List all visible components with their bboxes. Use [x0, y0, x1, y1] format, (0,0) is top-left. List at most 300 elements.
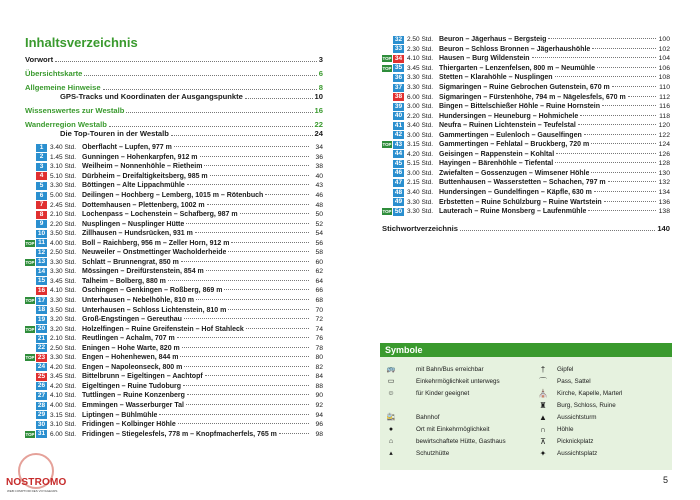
tour-title: Boll – Raichberg, 956 m – Zeller Horn, 912 m	[82, 239, 230, 247]
tour-number-badge: 12	[37, 248, 46, 256]
tour-row[interactable]	[382, 73, 670, 83]
tour-page: 40	[315, 172, 323, 180]
tour-duration: 6.00 Std.	[407, 93, 434, 101]
tour-duration: 3.45 Std.	[50, 373, 77, 381]
toc-entry[interactable]	[25, 69, 323, 78]
top-badge	[382, 74, 392, 81]
legend-text: Pass, Sattel	[557, 377, 591, 385]
tour-title: Hundersingen – Gundelfingen – Käpfle, 630 m	[439, 189, 592, 197]
tour-duration: 3.30 Std.	[50, 354, 77, 362]
tour-title: Lochenpass – Lochenstein – Schafberg, 987 m	[82, 211, 238, 219]
top-badge	[25, 211, 35, 218]
tour-page: 56	[315, 239, 323, 247]
tour-number-badge: 31	[37, 430, 46, 438]
tour-number-badge: 15	[37, 277, 46, 285]
top-badge	[382, 84, 392, 91]
tour-page: 96	[315, 421, 323, 429]
tour-number-badge: 16	[37, 286, 46, 294]
tour-number-badge: 40	[394, 112, 403, 120]
tour-row[interactable]	[25, 343, 323, 353]
tour-row[interactable]	[25, 191, 323, 201]
tour-page: 122	[658, 131, 670, 139]
tour-duration: 2.50 Std.	[50, 249, 77, 257]
tour-row[interactable]	[382, 207, 670, 217]
tour-page: 66	[315, 287, 323, 295]
tour-duration: 2.30 Std.	[407, 45, 434, 53]
legend-icon: ∩	[540, 424, 546, 434]
toc-entry-page: 6	[318, 69, 323, 78]
symbol-row	[380, 363, 672, 375]
tour-page: 130	[658, 169, 670, 177]
tour-row[interactable]	[25, 267, 323, 277]
tour-row[interactable]	[25, 238, 323, 248]
toc-entry-label: Allgemeine Hinweise	[25, 83, 101, 92]
toc-left-column	[25, 55, 323, 439]
tour-duration: 3.30 Std.	[407, 198, 434, 206]
tour-title: Hausen – Burg Wildenstein	[439, 55, 530, 63]
legend-text: Höhle	[557, 425, 574, 433]
tour-title: Hayingen – Bärenhöhle – Tiefental	[439, 160, 554, 168]
legend-text: bewirtschaftete Hütte, Gasthaus	[416, 437, 506, 445]
toc-entry-page: 10	[314, 92, 323, 101]
tour-number-badge: 9	[36, 220, 47, 228]
top-badge	[25, 316, 35, 323]
tour-duration: 6.00 Std.	[50, 430, 77, 438]
tour-row[interactable]	[25, 401, 323, 411]
tour-page: 68	[315, 297, 323, 305]
tour-title: Emmingen – Wasserburger Tal	[82, 402, 184, 410]
tour-page: 76	[315, 335, 323, 343]
legend-icon	[384, 401, 398, 410]
top-badge	[382, 199, 392, 206]
tour-row[interactable]	[25, 143, 323, 153]
tour-duration: 3.30 Std.	[407, 84, 434, 91]
tour-page: 98	[315, 430, 323, 438]
legend-text: Kirche, Kapelle, Marterl	[557, 389, 623, 397]
legend-icon: ✦	[539, 448, 547, 458]
tour-list-left	[25, 143, 323, 439]
tour-number-badge: 30	[37, 420, 46, 428]
tour-page: 72	[315, 316, 323, 324]
legend-text: Picknickplatz	[557, 437, 594, 445]
tour-title: Unterhausen – Schloss Lichtenstein, 810 m	[82, 306, 227, 314]
toc-entry[interactable]	[25, 129, 323, 138]
top-badge	[25, 373, 35, 380]
legend-text: Burg, Schloss, Ruine	[557, 401, 616, 409]
tour-number-badge: 38	[394, 93, 403, 101]
tour-duration: 2.45 Std.	[50, 201, 77, 209]
tour-row[interactable]	[25, 372, 323, 382]
tour-row[interactable]	[382, 178, 670, 188]
top-badge	[382, 46, 392, 53]
tour-number-badge: 26	[37, 382, 46, 390]
legend-icon: ⊼	[540, 436, 546, 446]
toc-entry-stichwort[interactable]: Stichwortverzeichnis 140	[382, 224, 670, 234]
tour-duration: 4.10 Std.	[407, 55, 434, 63]
tour-row[interactable]	[382, 64, 670, 74]
tour-duration: 3.30 Std.	[50, 258, 77, 266]
top-badge: TOP	[25, 326, 35, 332]
tour-number-badge: 25	[37, 372, 46, 380]
tour-title: Böttingen – Alte Lippachmühle	[82, 182, 185, 190]
tour-title: Eningen – Hohe Warte, 820 m	[82, 344, 180, 352]
tour-title: Beuron – Jägerhaus – Bergsteig	[439, 36, 547, 44]
tour-page: 84	[315, 373, 323, 381]
tour-title: Beuron – Schloss Bronnen – Jägerhaushöhle	[439, 45, 591, 53]
tour-duration: 3.00 Std.	[407, 103, 434, 111]
top-badge: TOP	[382, 142, 392, 148]
page-number: 5	[663, 475, 669, 485]
tour-row[interactable]	[25, 172, 323, 182]
tour-duration: 3.00 Std.	[407, 169, 434, 177]
tour-duration: 3.15 Std.	[50, 411, 77, 419]
toc-entry[interactable]	[25, 106, 323, 115]
tour-duration: 5.10 Std.	[50, 172, 77, 180]
top-badge	[25, 173, 35, 180]
tour-page: 108	[658, 74, 670, 82]
top-badge	[382, 36, 392, 43]
top-badge	[25, 278, 35, 285]
tour-number-badge: 19	[37, 315, 46, 323]
tour-duration: 4.10 Std.	[50, 287, 77, 295]
legend-icon: 🚌	[386, 366, 396, 373]
tour-title: Oberflacht – Lupfen, 977 m	[82, 144, 172, 152]
tour-number-badge: 27	[37, 391, 46, 399]
tour-title: Stetten – Klarahöhle – Nusplingen	[439, 74, 553, 82]
tour-number-badge: 44	[394, 150, 403, 158]
tour-duration: 2.20 Std.	[50, 220, 77, 228]
tour-title: Reutlingen – Achalm, 707 m	[82, 335, 175, 343]
tour-page: 62	[315, 268, 323, 276]
tour-row[interactable]	[25, 181, 323, 191]
top-badge: TOP	[25, 431, 35, 437]
tour-duration: 3.30 Std.	[50, 297, 77, 305]
tour-title: Zillhausen – Hundsrücken, 931 m	[82, 230, 193, 238]
tour-duration: 2.10 Std.	[50, 335, 77, 343]
toc-entry[interactable]	[25, 92, 323, 101]
tour-title: Tuttlingen – Ruine Konzenberg	[82, 392, 185, 400]
tour-row[interactable]	[25, 210, 323, 220]
tour-number-badge: 46	[394, 169, 403, 177]
symbol-row	[380, 411, 672, 423]
tour-page: 132	[658, 179, 670, 187]
symbol-row	[380, 447, 672, 459]
symbol-row	[380, 423, 672, 435]
tour-page: 64	[315, 277, 323, 285]
top-badge	[382, 189, 392, 196]
tour-row[interactable]	[382, 102, 670, 112]
tour-duration: 3.30 Std.	[407, 74, 434, 82]
legend-icon: ▲	[539, 412, 547, 422]
tour-duration: 5.15 Std.	[407, 160, 434, 168]
tour-page: 118	[659, 112, 670, 120]
tour-row[interactable]	[382, 45, 670, 55]
tour-number-badge: 21	[37, 334, 46, 342]
top-badge	[25, 383, 35, 390]
tour-page: 92	[315, 402, 323, 410]
tour-row[interactable]	[25, 162, 323, 172]
tour-number-badge: 35	[394, 64, 403, 72]
top-badge	[25, 154, 35, 161]
tour-title: Eigeltingen – Ruine Tudoburg	[82, 382, 182, 390]
tour-row[interactable]	[382, 121, 670, 131]
tour-row[interactable]	[25, 200, 323, 210]
tour-number-badge: 13	[37, 258, 46, 266]
tour-page: 102	[658, 45, 670, 53]
tour-title: Engen – Hohenhewen, 844 m	[82, 354, 179, 362]
tour-duration: 4.20 Std.	[50, 382, 77, 390]
legend-icon: ⌂	[388, 437, 394, 445]
symbol-row	[380, 435, 672, 447]
toc-entry-page: 3	[318, 55, 323, 64]
legend-text: Einkehrmöglichkeit unterwegs	[416, 377, 500, 385]
tour-row[interactable]	[25, 410, 323, 420]
toc-entry[interactable]	[25, 55, 323, 64]
tour-number-badge: 17	[37, 296, 46, 304]
tour-row[interactable]	[25, 286, 323, 296]
tour-list-right	[382, 35, 670, 216]
legend-text: Schutzhütte	[416, 449, 450, 457]
top-badge	[25, 268, 35, 275]
top-badge: TOP	[382, 65, 392, 71]
tour-number-badge: 29	[37, 411, 46, 419]
tour-duration: 2.50 Std.	[407, 36, 434, 44]
tour-page: 116	[659, 103, 670, 111]
top-badge: TOP	[25, 259, 35, 265]
tour-row[interactable]	[25, 296, 323, 306]
tour-page: 104	[658, 55, 670, 63]
tour-number-badge: 48	[394, 188, 403, 196]
top-badge	[25, 182, 35, 189]
tour-row[interactable]	[25, 420, 323, 430]
top-badge	[25, 421, 35, 428]
tour-duration: 3.00 Std.	[407, 131, 434, 139]
toc-entry-label: Die Top-Touren in der Westalb	[60, 129, 169, 138]
tour-duration: 3.30 Std.	[50, 268, 77, 276]
toc-entry-label: Wissenswertes zur Westalb	[25, 106, 125, 115]
tour-title: Talheim – Bolberg, 880 m	[82, 277, 166, 285]
tour-row[interactable]	[25, 229, 323, 239]
tour-title: Groß-Engstingen – Gereuthau	[82, 316, 182, 324]
legend-icon: ▴	[389, 450, 393, 457]
tour-page: 48	[315, 201, 323, 209]
tour-row[interactable]	[25, 153, 323, 163]
tour-row[interactable]	[25, 353, 323, 363]
tour-page: 36	[315, 153, 323, 161]
tour-number-badge: 11	[36, 239, 47, 247]
tour-number-badge: 5	[36, 182, 47, 190]
tour-page: 43	[315, 182, 323, 190]
tour-page: 74	[315, 325, 323, 333]
tour-title: Dottemhausen – Plettenberg, 1002 m	[82, 201, 205, 209]
tour-number-badge: 36	[394, 73, 403, 81]
tour-duration: 4.00 Std.	[50, 239, 77, 247]
tour-page: 80	[315, 354, 323, 362]
tour-title: Bingen – Bittelschießer Höhle – Ruine Hornstein	[439, 103, 601, 111]
legend-icon: ♜	[539, 400, 547, 410]
tour-number-badge: 6	[36, 192, 47, 200]
tour-duration: 3.40 Std.	[50, 144, 77, 152]
tour-row[interactable]	[25, 391, 323, 401]
tour-title: Weilheim – Nonnenhöhle – Rietheim	[82, 163, 203, 171]
tour-title: Fridingen – Stiegelesfels, 778 m – Knopfmacherfels, 765 m	[82, 430, 277, 438]
tour-row[interactable]	[382, 35, 670, 45]
legend-text: Ort mit Einkehrmöglichkeit	[416, 425, 490, 433]
tour-page: 124	[658, 141, 670, 149]
tour-page: 100	[658, 36, 670, 44]
tour-row[interactable]	[25, 305, 323, 315]
top-badge	[25, 144, 35, 151]
tour-title: Gammertingen – Eulenloch – Gauselfingen	[439, 131, 582, 139]
tour-duration: 3.15 Std.	[407, 141, 434, 149]
tour-duration: 4.00 Std.	[50, 402, 77, 410]
tour-title: Thiergarten – Lenzenfelsen, 800 m – Neumühle	[439, 64, 595, 72]
legend-text: Bahnhof	[416, 413, 440, 421]
top-badge	[25, 364, 35, 371]
tour-number-badge: 4	[36, 172, 47, 180]
tour-row[interactable]	[25, 324, 323, 334]
tour-duration: 3.40 Std.	[407, 122, 434, 130]
tour-number-badge: 41	[394, 121, 403, 129]
tour-row[interactable]	[25, 315, 323, 325]
tour-number-badge: 47	[394, 178, 403, 186]
tour-title: Fridingen – Kolbinger Höhle	[82, 421, 176, 429]
top-badge	[25, 307, 35, 314]
tour-page: 134	[658, 189, 670, 197]
tour-number-badge: 39	[394, 102, 403, 110]
tour-row[interactable]	[382, 83, 670, 93]
tour-duration: 4.20 Std.	[407, 150, 434, 158]
tour-row[interactable]	[382, 159, 670, 169]
tour-number-badge: 1	[36, 144, 47, 152]
page-title: Inhaltsverzeichnis	[25, 35, 138, 50]
top-badge	[25, 202, 35, 209]
tour-row[interactable]	[25, 334, 323, 344]
top-badge	[25, 412, 35, 419]
tour-number-badge: 45	[394, 159, 403, 167]
legend-icon: ▭	[387, 378, 395, 385]
tour-page: 94	[315, 411, 323, 419]
tour-duration: 3.30 Std.	[407, 208, 434, 216]
tour-title: Neufra – Ruinen Lichtenstein – Teufelstal	[439, 122, 576, 130]
tour-duration: 3.50 Std.	[50, 306, 77, 314]
tour-row[interactable]	[25, 277, 323, 287]
watermark-logo: NOSTROMO WEB COMPTOIR DES VOYAGEURS	[6, 453, 66, 493]
tour-row[interactable]	[382, 188, 670, 198]
top-badge	[25, 402, 35, 409]
tour-number-badge: 49	[394, 198, 403, 206]
tour-title: Sigmaringen – Fürstenhöhe, 794 m – Nägelesfels, 670 m	[439, 93, 626, 101]
tour-row[interactable]	[382, 111, 670, 121]
toc-entry-label: Übersichtskarte	[25, 69, 83, 78]
tour-row[interactable]	[382, 130, 670, 140]
tour-number-badge: 24	[37, 363, 46, 371]
tour-duration: 3.10 Std.	[50, 421, 77, 429]
tour-title: Lauterach – Ruine Monsberg – Laufenmühle	[439, 208, 587, 216]
tour-title: Dürbheim – Dreifaltigkeitsberg, 985 m	[82, 172, 208, 180]
tour-page: 138	[658, 208, 670, 216]
tour-number-badge: 8	[36, 211, 47, 219]
legend-icon: 🚉	[386, 414, 396, 421]
tour-row[interactable]	[25, 219, 323, 229]
tour-row[interactable]	[382, 92, 670, 102]
tour-page: 70	[315, 306, 323, 314]
tour-duration: 1.45 Std.	[50, 153, 77, 161]
toc-entry[interactable]	[25, 120, 323, 129]
toc-right-column	[382, 35, 670, 233]
tour-page: 136	[658, 198, 670, 206]
legend-text: Aussichtsplatz	[557, 449, 598, 457]
legend-text: für Kinder geeignet	[416, 389, 470, 397]
tour-row[interactable]	[382, 54, 670, 64]
legend-icon: ●	[388, 425, 394, 433]
tour-row[interactable]	[382, 150, 670, 160]
tour-title: Mössingen – Dreifürstenstein, 854 m	[82, 268, 204, 276]
tour-row[interactable]	[382, 140, 670, 150]
tour-page: 46	[315, 192, 323, 199]
tour-number-badge: 20	[37, 325, 46, 333]
tour-number-badge: 33	[394, 45, 403, 53]
tour-page: 110	[659, 84, 670, 91]
top-badge	[25, 345, 35, 352]
top-badge: TOP	[25, 355, 35, 361]
tour-row[interactable]	[25, 258, 323, 268]
tour-row[interactable]	[25, 429, 323, 439]
tour-duration: 3.30 Std.	[50, 182, 77, 190]
tour-number-badge: 32	[394, 35, 403, 43]
toc-entry[interactable]	[25, 83, 323, 92]
tour-title: Bittelbrunn – Eigeltingen – Aachtopf	[82, 373, 203, 381]
legend-text: mit Bahn/Bus erreichbar	[416, 365, 484, 373]
tour-number-badge: 2	[36, 153, 47, 161]
top-badge: TOP	[25, 240, 35, 246]
top-badge	[25, 392, 35, 399]
tour-page: 78	[315, 344, 323, 352]
legend-text: Gipfel	[557, 365, 574, 373]
top-badge	[25, 287, 35, 294]
tour-title: Deilingen – Hochberg – Lemberg, 1015 m – Rötenbuch	[82, 192, 264, 199]
tour-duration: 4.20 Std.	[50, 363, 77, 371]
tour-row[interactable]	[25, 363, 323, 373]
symbol-legend-title: Symbole	[380, 343, 672, 357]
tour-title: Buttenhausen – Wasserstetten – Schachen, 797 m	[439, 179, 606, 187]
tour-title: Holzelfingen – Ruine Greifenstein – Hof Stahleck	[82, 325, 244, 333]
tour-duration: 5.00 Std.	[50, 192, 77, 199]
tour-row[interactable]	[25, 382, 323, 392]
tour-number-badge: 10	[37, 229, 46, 237]
legend-text: Aussichtsturm	[557, 413, 597, 421]
top-badge	[382, 179, 392, 186]
top-badge	[25, 249, 35, 256]
tour-duration: 4.10 Std.	[50, 392, 77, 400]
tour-page: 58	[315, 249, 323, 257]
tour-duration: 3.40 Std.	[407, 189, 434, 197]
tour-row[interactable]	[382, 197, 670, 207]
tour-number-badge: 18	[37, 306, 46, 314]
tour-row[interactable]	[382, 169, 670, 179]
tour-number-badge: 22	[37, 344, 46, 352]
top-badge: TOP	[382, 56, 392, 62]
tour-row[interactable]	[25, 248, 323, 258]
tour-number-badge: 28	[37, 401, 46, 409]
tour-duration: 2.15 Std.	[407, 179, 434, 187]
tour-number-badge: 3	[36, 163, 47, 171]
top-badge: TOP	[382, 209, 392, 215]
tour-title: Liptingen – Bühlmühle	[82, 411, 158, 419]
tour-title: Neuweiler – Onstmettinger Wacholderheide	[82, 249, 227, 257]
tour-title: Gunningen – Hohenkarpfen, 912 m	[82, 153, 198, 161]
symbol-legend	[380, 343, 672, 470]
